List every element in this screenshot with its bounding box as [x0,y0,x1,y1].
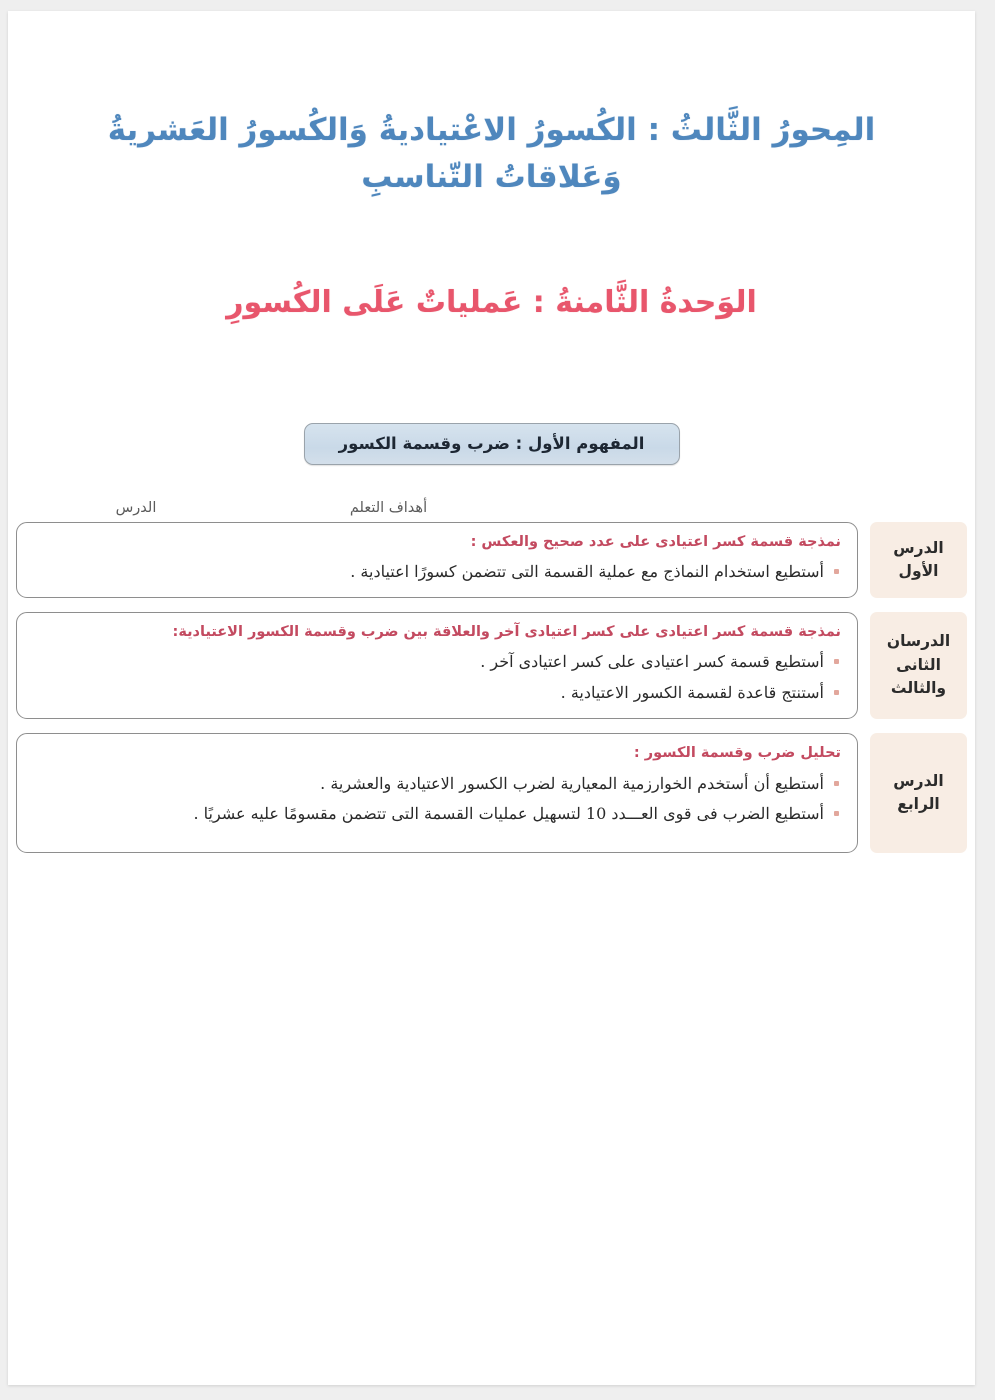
objectives-table [8,500,975,867]
page-sheet [8,11,975,1385]
lesson-label-line: الدرس [893,771,944,790]
axis-title-line-2: وَعَلاقاتُ التّناسبِ [361,159,622,196]
lesson-label-line: الدرس [893,538,944,557]
axis-title-block [8,108,975,199]
goal-item [33,801,841,828]
goal-text: أستنتج قاعدة لقسمة الكسور الاعتيادية . [560,683,824,703]
lesson-label-line: والثالث [890,679,947,698]
lesson-cell [870,522,967,598]
table-header-row [8,500,975,522]
bullet-icon [834,659,839,664]
concept-pill-wrapper [8,423,975,465]
goal-text: أستطيع الضرب فى قوى العـــدد 10 لتسهيل عمليات القسمة التى تتضمن مقسومًا عليه عشريًا . [193,804,824,824]
column-header-goals: أهداف التعلم [349,500,428,516]
goal-item [33,680,841,707]
goals-cell [16,612,858,719]
goal-heading: نمذجة قسمة كسر اعتيادى على كسر اعتيادى آخر والعلاقة بين ضرب وقسمة الكسور الاعتيادية: [172,624,841,641]
goals-cell [16,522,858,598]
goal-list [33,649,841,707]
unit-title-block [8,283,975,324]
goal-heading: تحليل ضرب وقسمة الكسور : [633,745,841,762]
bullet-icon [834,781,839,786]
goal-text: أستطيع أن أستخدم الخوارزمية المعيارية لضرب الكسور الاعتيادية والعشرية . [320,773,824,793]
unit-title: الوَحدةُ الثَّامنةُ : عَملياتٌ عَلَى الكُسورِ [226,285,757,320]
lesson-cell [870,733,967,853]
bullet-icon [834,811,839,816]
lesson-cell [870,612,967,719]
bullet-icon [834,690,839,695]
goal-item [33,771,841,798]
goal-item [33,559,841,586]
goal-heading: نمذجة قسمة كسر اعتيادى على عدد صحيح والعكس : [470,534,841,550]
table-row [8,522,975,598]
lesson-label-line: الدرسان [886,632,951,651]
goal-list [33,559,841,586]
lesson-label-line: الرابع [897,795,940,814]
column-header-lesson: الدرس [115,500,157,516]
lesson-label-line: الأول [898,562,939,581]
goal-item [33,649,841,676]
goals-cell [16,733,858,853]
table-row [8,733,975,853]
goal-text: أستطيع قسمة كسر اعتيادى على كسر اعتيادى آخر . [480,652,824,672]
goal-list [33,771,841,829]
goal-text: أستطيع استخدام النماذج مع عملية القسمة التى تتضمن كسورًا اعتيادية . [350,562,824,582]
bullet-icon [834,569,839,574]
axis-title-line-1: المِحورُ الثَّالثُ : الكُسورُ الاعْتياديةُ وَالكُسورُ العَشريةُ [107,112,876,148]
table-row [8,612,975,719]
concept-pill: المفهوم الأول : ضرب وقسمة الكسور [304,423,680,465]
lesson-label-line: الثانى [896,655,941,674]
